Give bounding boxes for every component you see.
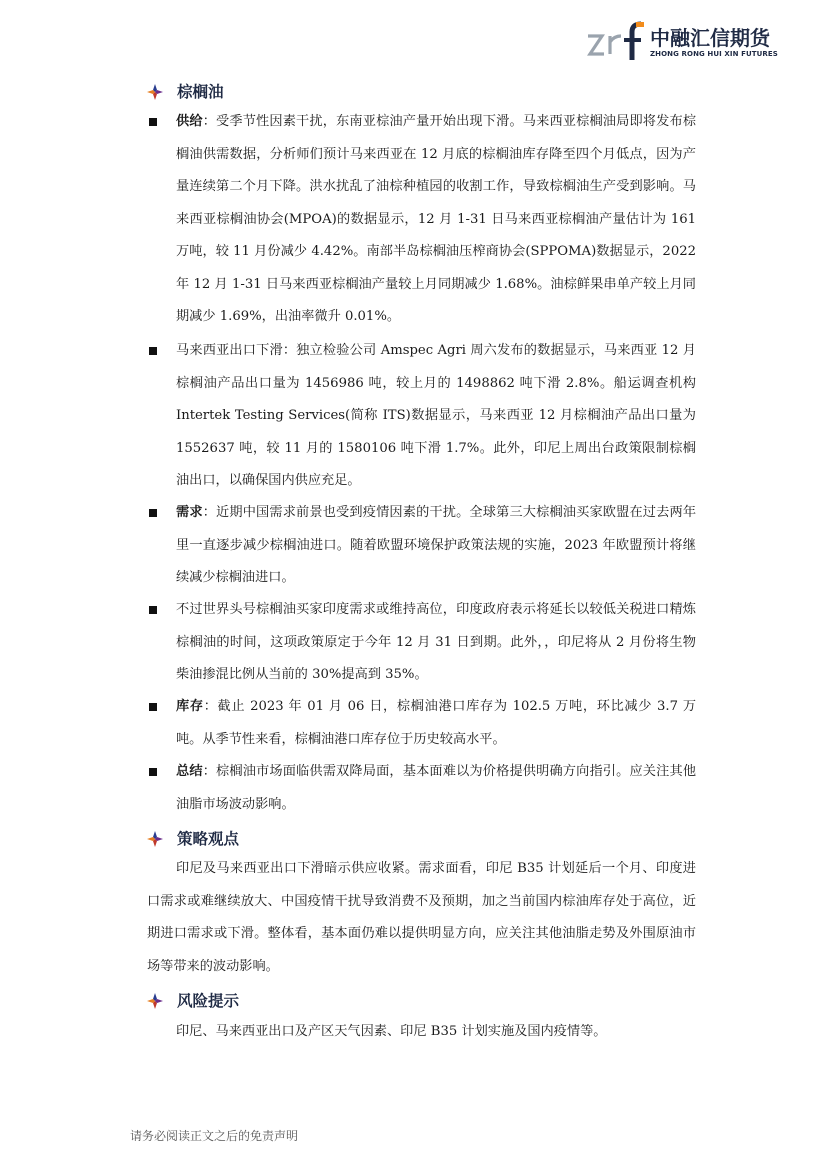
section-diamond-icon xyxy=(147,84,163,100)
footer-disclaimer: 请务必阅读正文之后的免责声明 xyxy=(130,1129,299,1143)
bullet-square-icon xyxy=(149,118,157,126)
bullet-square-icon xyxy=(149,606,157,614)
paragraph-summary xyxy=(176,756,696,821)
paragraph-text: 马来西亚出口下滑：独立检验公司 Amspec Agri 周六发布的数据显示，马来西亚 12 月棕榈油产品出口量为 1456986 吨，较上月的 1498862 吨下滑 2.8%。船运调查机构 Intertek Testing Services(简称 ITS)数据显示，马来西亚 12 月棕榈油产品出口量为 1552637 吨，较 11 月的 1580106 吨下滑 1.7%。此外，印尼上周出台政策限制棕榈油出口，以确保国内供应充足。 xyxy=(176,343,696,488)
paragraph-risk: 印尼、马来西亚出口及产区天气因素、印尼 B35 计划实施及国内疫情等。 xyxy=(176,1024,607,1039)
paragraph-label: 供给 xyxy=(176,114,203,129)
paragraph-text: 不过世界头号棕榈油买家印度需求或维持高位，印度政府表示将延长以较低关税进口精炼棕榈油的时间，这项政策原定于今年 12 月 31 日到期。此外，，印尼将从 2 月份将生物柴油掺混比例从当前的 30%提高到 35%。 xyxy=(176,602,696,682)
section-title: 风险提示 xyxy=(177,992,240,1010)
paragraph-text: ：棕榈油市场面临供需双降局面，基本面难以为价格提供明确方向指引。应关注其他油脂市场波动影响。 xyxy=(176,764,697,812)
section-title: 棕榈油 xyxy=(177,83,224,101)
paragraph-text: ：截止 2023 年 01 月 06 日，棕榈油港口库存为 102.5 万吨，环比减少 3.7 万吨。从季节性来看，棕榈油港口库存位于历史较高水平。 xyxy=(176,699,697,747)
paragraph-label: 需求 xyxy=(176,505,203,520)
section-diamond-icon xyxy=(147,993,163,1009)
paragraph-inventory xyxy=(176,691,696,756)
paragraph-supply xyxy=(176,106,696,334)
section-diamond-icon xyxy=(147,831,163,847)
bullet-square-icon xyxy=(149,768,157,776)
paragraph-text: ：近期中国需求前景也受到疫情因素的干扰。全球第三大棕榈油买家欧盟在过去两年里一直逐步减少棕榈油进口。随着欧盟环境保护政策法规的实施，2023 年欧盟预计将继续减少棕榈油进口。 xyxy=(176,505,697,585)
logo-english-name: ZHONG RONG HUI XIN FUTURES xyxy=(650,50,778,58)
section-title: 策略观点 xyxy=(177,830,240,848)
paragraph-label: 库存 xyxy=(176,699,204,714)
paragraph-label: 总结 xyxy=(176,764,203,779)
logo-mark-icon xyxy=(586,20,646,62)
paragraph-text: ：受季节性因素干扰，东南亚棕油产量开始出现下滑。马来西亚棕榈油局即将发布棕榈油供需数据，分析师们预计马来西亚在 12 月底的棕榈油库存降至四个月低点，因为产量连续第二个月下降。洪水扰乱了油棕种植园的收割工作，导致棕榈油生产受到影响。马来西亚棕榈油协会(MPOA)的数据显示，12 月 1-31 日马来西亚棕榈油产量估计为 161 万吨，较 11 月份减少 4.42%。南部半岛棕榈油压榨商协会(SPPOMA)数据显示，2022 年 12 月 1-31 日马来西亚棕榈油产量较上月同期减少 1.68%。油棕鲜果串单产较上月同期减少 1.69%，出油率微升 0.01%。 xyxy=(176,114,697,324)
paragraph-export xyxy=(176,335,696,498)
bullet-square-icon xyxy=(149,703,157,711)
paragraph-strategy: 印尼及马来西亚出口下滑暗示供应收紧。需求面看，印尼 B35 计划延后一个月、印度进口需求或难继续放大、中国疫情干扰导致消费不及预期，加之当前国内棕油库存处于高位，近期进口需求或下滑。整体看，基本面仍难以提供明显方向，应关注其他油脂走势及外围原油市场等带来的波动影响。 xyxy=(147,861,696,974)
company-logo xyxy=(586,18,786,68)
bullet-square-icon xyxy=(149,509,157,517)
logo-chinese-name: 中融汇信期货 xyxy=(650,26,770,50)
paragraph-india xyxy=(176,594,696,692)
bullet-square-icon xyxy=(149,347,157,355)
paragraph-demand xyxy=(176,497,696,595)
